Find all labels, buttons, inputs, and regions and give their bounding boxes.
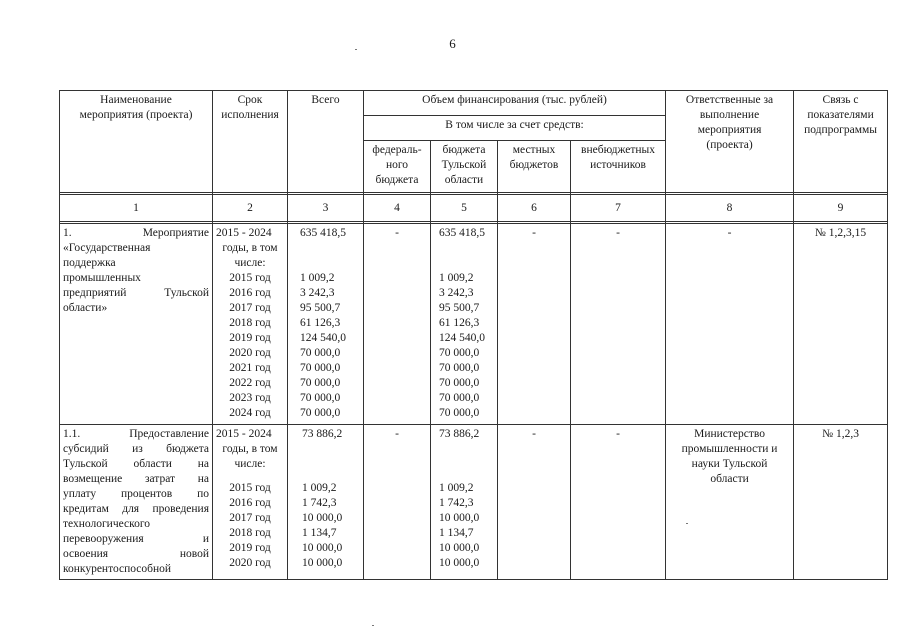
row-extra: - [571,425,666,580]
row-term: 2015 - 2024 годы, в том числе: 2015 год 2016 год 2017 год 2018 год 2019 год 2020 год 2021 год 2022 год 2023 год 2024 год [213,224,288,425]
column-number: 6 [498,195,571,222]
scan-speck [355,49,357,50]
column-numbers-row [60,195,888,222]
row-link: № 1,2,3,15 [794,224,888,425]
row-total: 635 418,5 1 009,2 3 242,3 95 500,7 61 126,3 124 540,0 70 000,0 70 000,0 70 000,0 70 000,0 70 000,0 [288,224,364,425]
header-row-1 [60,91,888,116]
header-extra: внебюджетных источников [571,141,666,193]
header-local: местных бюджетов [498,141,571,193]
column-number: 9 [794,195,888,222]
table-row [60,224,888,425]
header-name: Наименование мероприятия (проекта) [60,91,213,193]
row-total: 73 886,2 1 009,2 1 742,3 10 000,0 1 134,7 10 000,0 10 000,0 [288,425,364,580]
row-term: 2015 - 2024 годы, в том числе: 2015 год 2016 год 2017 год 2018 год 2019 год 2020 год [213,425,288,580]
row-federal: - [364,224,431,425]
funding-table [59,90,888,580]
row-responsible: - [666,224,794,425]
column-number: 7 [571,195,666,222]
column-number: 4 [364,195,431,222]
header-regional: бюджета Тульской области [431,141,498,193]
page-number: 6 [449,36,456,51]
row-extra: - [571,224,666,425]
header-sources: В том числе за счет средств: [364,116,666,141]
row-regional: 73 886,2 1 009,2 1 742,3 10 000,0 1 134,7 10 000,0 10 000,0 [431,425,498,580]
row-name: 1. Мероприятие «Государственная поддержка промышленных предприятий Тульской области» [60,224,213,425]
scan-speck [372,625,374,626]
table-row [60,425,888,580]
row-regional: 635 418,5 1 009,2 3 242,3 95 500,7 61 126,3 124 540,0 70 000,0 70 000,0 70 000,0 70 000,0 70 000,0 [431,224,498,425]
column-number: 8 [666,195,794,222]
column-number: 2 [213,195,288,222]
row-link: № 1,2,3 [794,425,888,580]
header-total: Всего [288,91,364,193]
header-funding: Объем финансирования (тыс. рублей) [364,91,666,116]
column-number: 3 [288,195,364,222]
header-federal: федераль- ного бюджета [364,141,431,193]
header-responsible: Ответственные за выполнение мероприятия (проекта) [666,91,794,193]
row-responsible: Министерство промышленности и науки Тульской области [666,425,794,580]
row-local: - [498,425,571,580]
column-number: 5 [431,195,498,222]
row-local: - [498,224,571,425]
header-link: Связь с показателями подпрограммы [794,91,888,193]
header-term: Срок исполнения [213,91,288,193]
scan-speck [686,523,688,524]
row-name: 1.1. Предоставление субсидий из бюджета Тульской области на возмещение затрат на уплату процентов по кредитам для проведения технологического перевооружения и освоения новой конкурентоспособной [60,425,213,580]
column-number: 1 [60,195,213,222]
row-federal: - [364,425,431,580]
